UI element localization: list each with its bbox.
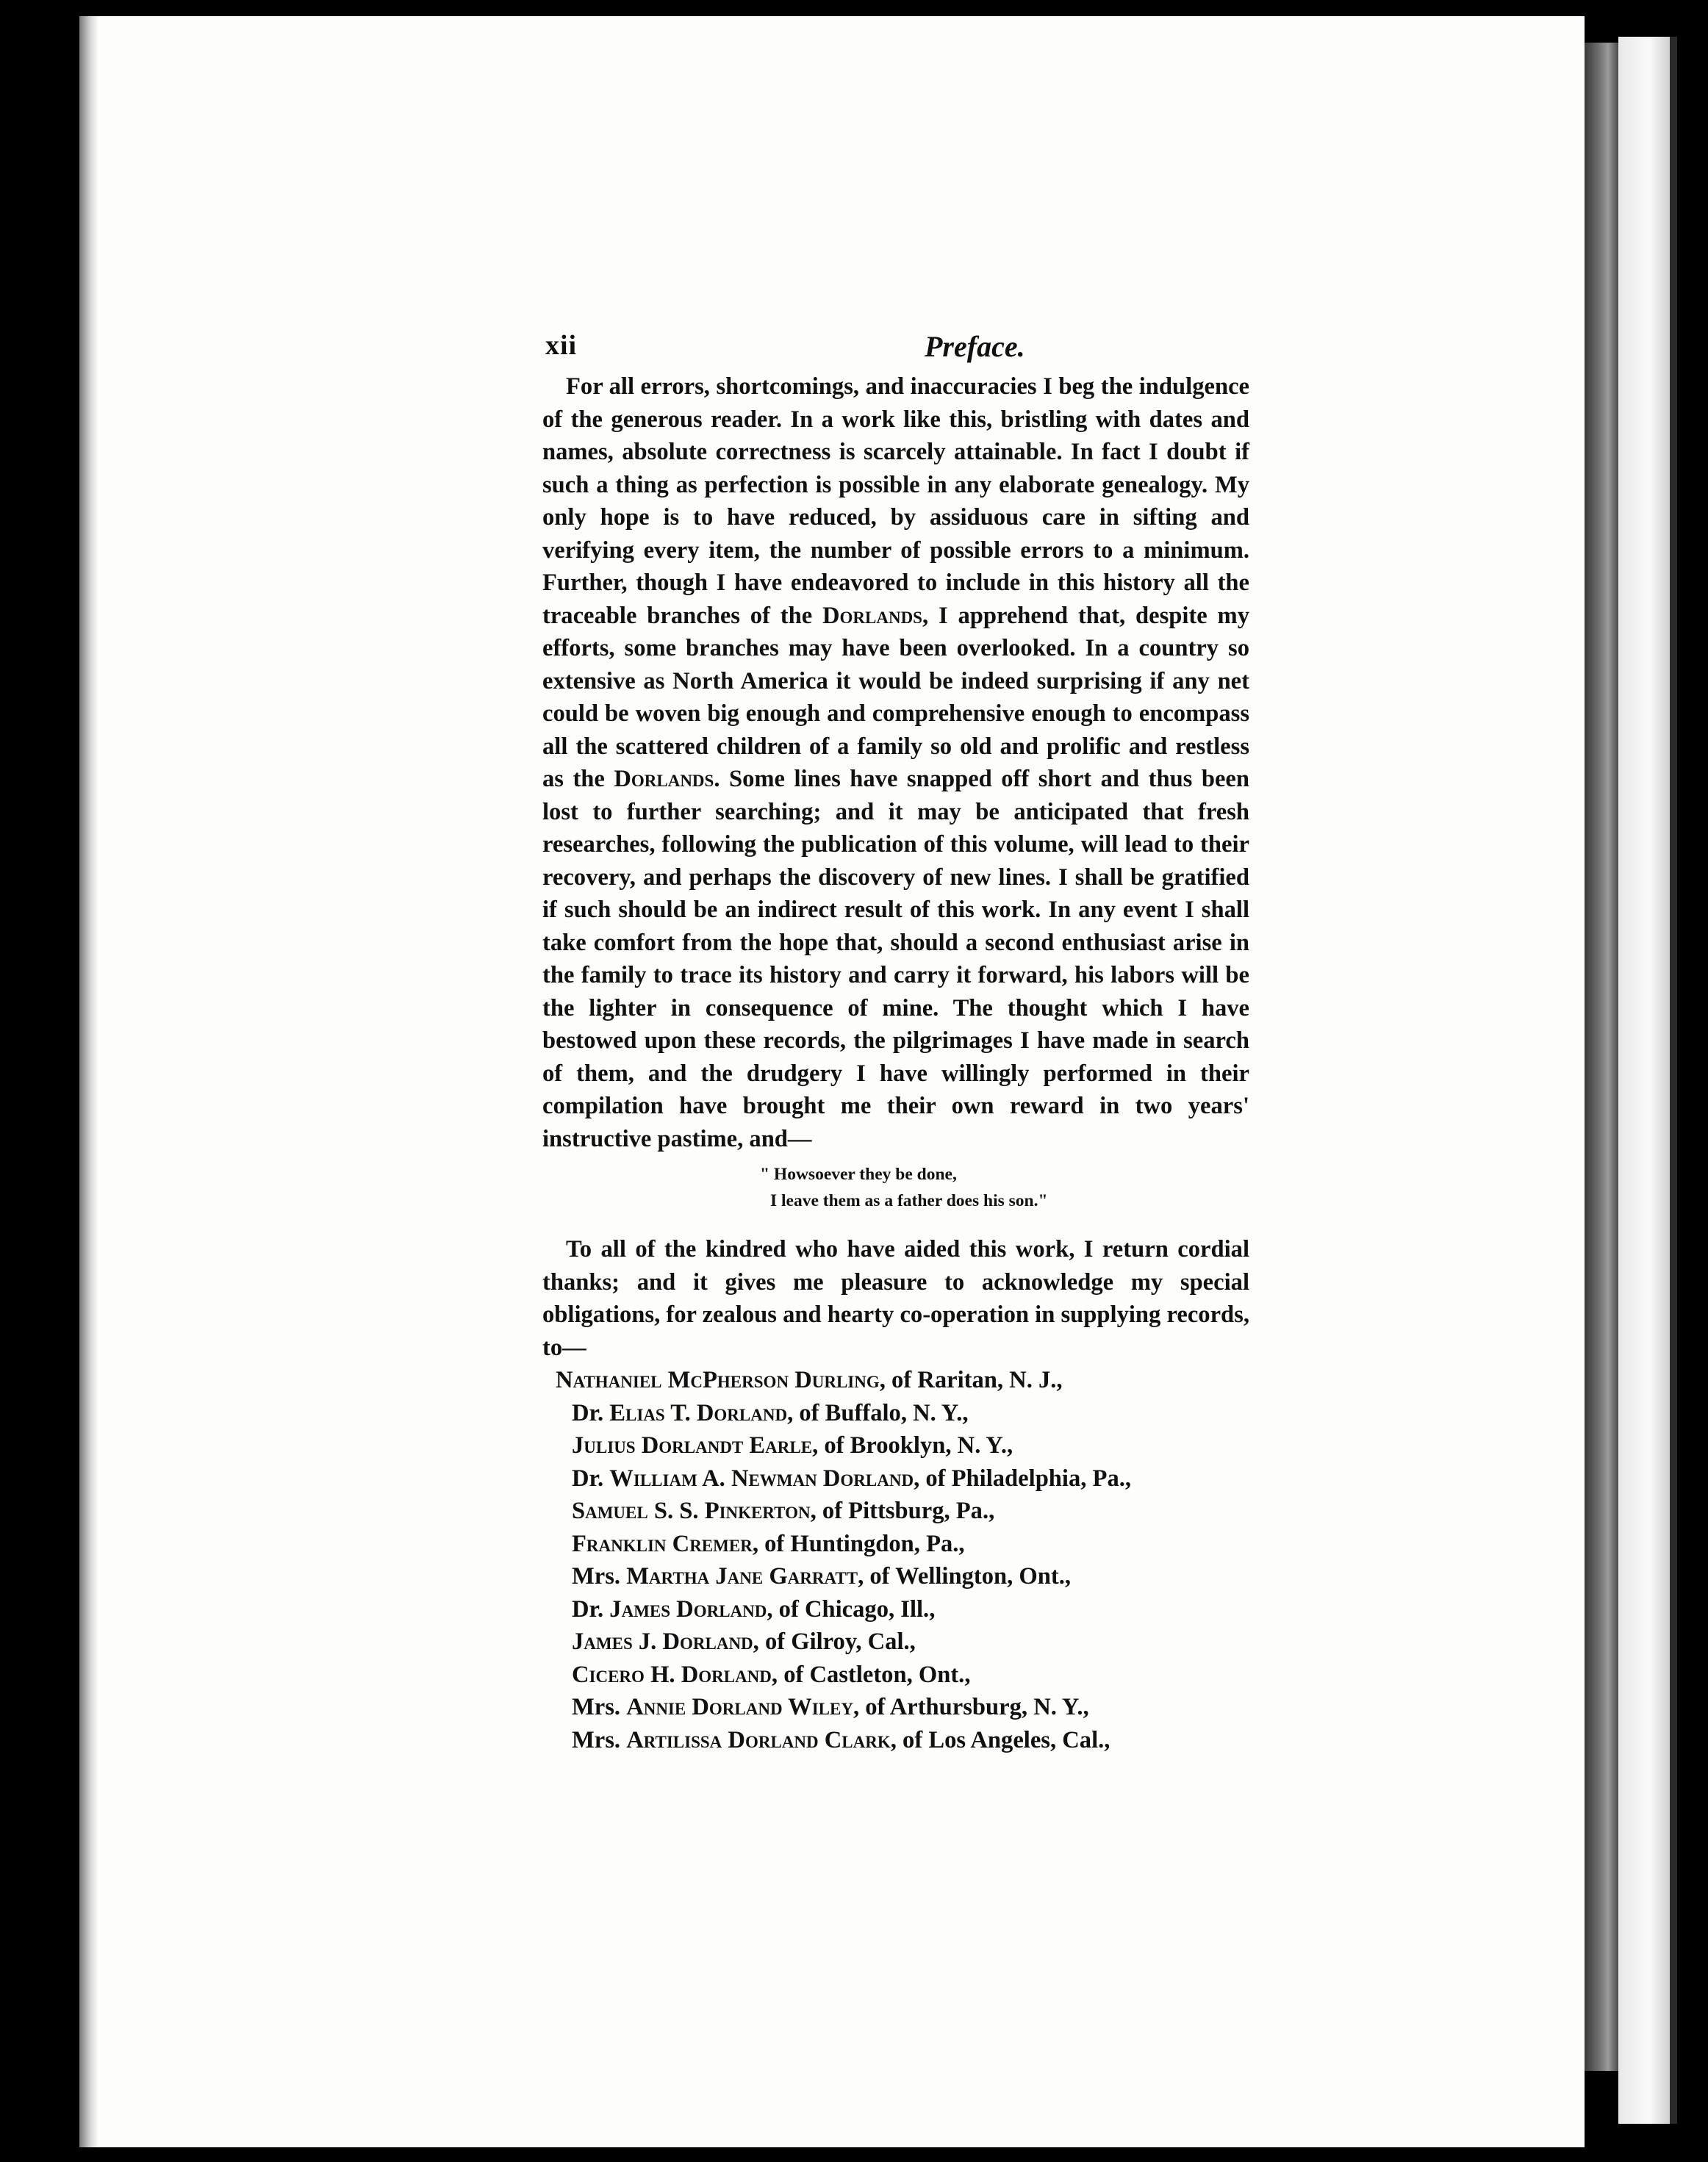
acknowledgment-item: Mrs. Martha Jane Garratt, of Wellington, Ont., xyxy=(572,1563,1072,1590)
contributor-place: , of Arthursburg, N. Y., xyxy=(853,1694,1089,1720)
paragraph-text: . Some lines have snapped off short and thus been lost to further searching; and it may be anticipated that fresh researches, following the publication of this volume, will lead to their recovery, and perhaps the discovery of new lines. I shall be gratified if such should be an indirect result of this work. In any event I shall take comfort from the hope that, should a second enthusiast arise in the family to trace its history and carry it forward, his labors will be the lighter in consequence of mine. The thought which I have bestowed upon these records, the pilgrimages I have made in search of them, and the drudgery I have willingly performed in their compilation have brought me their own reward in two years' instructive pastime, and— xyxy=(542,766,1249,1152)
contributor-place: , of Chicago, Ill., xyxy=(767,1595,936,1623)
acknowledgment-item: Mrs. Artilissa Dorland Clark, of Los Angeles, Cal., xyxy=(572,1726,1110,1753)
acknowledgment-item xyxy=(542,1364,1249,1397)
paragraph-text: For all errors, shortcomings, and inaccuracies I beg the indulgence of the generous reader. In a work like this, bristling with dates and names, absolute correctness is scarcely attainable. In fact I doubt if such a thing as perfection is possible in any elaborate genealogy. My only hope is to have reduced, by assiduous care in sifting and verifying every item, the number of possible errors to a minimum. Further, though I have endeavored to include in this history all the traceable branches of the xyxy=(542,373,1249,629)
facing-page-border xyxy=(1670,37,1677,2124)
contributor-place: , of Wellington, Ont., xyxy=(858,1563,1072,1590)
family-name: Dorlands xyxy=(822,602,922,629)
book-spine-shadow xyxy=(1585,43,1618,2071)
acknowledgment-item: Dr. Elias T. Dorland, of Buffalo, N. Y., xyxy=(572,1399,969,1426)
facing-page-edge xyxy=(1618,37,1670,2124)
acknowledgment-item xyxy=(542,1626,1249,1659)
contributor-place: , of Raritan, N. J., xyxy=(879,1367,1063,1393)
contributor-name: Martha Jane Garratt xyxy=(626,1563,858,1590)
acknowledgment-list xyxy=(542,1364,1249,1756)
acknowledgment-item: Mrs. Annie Dorland Wiley, of Arthursburg, N. Y., xyxy=(572,1694,1089,1720)
contributor-place: , of Brooklyn, N. Y., xyxy=(812,1432,1013,1459)
acknowledgment-item xyxy=(542,1659,1249,1692)
preface-paragraph-thanks: To all of the kindred who have aided this work, I return cordial thanks; and it gives me pleasure to acknowledge my special obligations, for zealous and hearty co-operation in supplying records, to— xyxy=(542,1236,1249,1361)
page-number: xii xyxy=(545,330,578,361)
contributor-name: Annie Dorland Wiley xyxy=(626,1694,853,1720)
contributor-name: Franklin Cremer xyxy=(572,1530,753,1557)
contributor-name: James J. Dorland xyxy=(572,1628,753,1655)
page-content xyxy=(542,329,1249,1756)
acknowledgment-item xyxy=(542,1495,1249,1528)
contributor-place: , of Buffalo, N. Y., xyxy=(787,1399,969,1426)
contributor-name: William A. Newman Dorland xyxy=(609,1465,914,1492)
contributor-name: Nathaniel McPherson Durling xyxy=(556,1367,880,1393)
family-name: Dorlands xyxy=(614,766,714,792)
contributor-place: , of Huntingdon, Pa., xyxy=(752,1530,965,1557)
acknowledgment-item: Dr. James Dorland, of Chicago, Ill., xyxy=(572,1595,936,1623)
contributor-place: , of Los Angeles, Cal., xyxy=(890,1726,1110,1753)
contributor-place: , of Castleton, Ont., xyxy=(771,1661,971,1688)
contributor-name: James Dorland xyxy=(609,1595,767,1623)
contributor-place: , of Pittsburg, Pa., xyxy=(810,1498,995,1524)
acknowledgment-item: Dr. William A. Newman Dorland, of Philadelphia, Pa., xyxy=(572,1465,1132,1492)
quote-line: " Howsoever they be done, xyxy=(760,1165,957,1184)
contributor-name: Julius Dorlandt Earle xyxy=(572,1432,813,1459)
contributor-place: , of Philadelphia, Pa., xyxy=(914,1465,1132,1492)
contributor-place: , of Gilroy, Cal., xyxy=(753,1628,916,1655)
verse-quote xyxy=(542,1161,1249,1214)
quote-line: I leave them as a father does his son." xyxy=(770,1191,1048,1210)
contributor-name: Cicero H. Dorland xyxy=(572,1661,772,1688)
running-title: Preface. xyxy=(925,330,1025,363)
acknowledgment-item xyxy=(542,1528,1249,1561)
contributor-name: Elias T. Dorland xyxy=(609,1399,788,1426)
acknowledgment-item xyxy=(542,1429,1249,1462)
page-edge-shadow xyxy=(79,16,98,2147)
page-header xyxy=(542,329,1249,370)
contributor-name: Samuel S. S. Pinkerton xyxy=(572,1498,811,1524)
paragraph-text: , I apprehend that, despite my efforts, some branches may have been overlooked. In a country so extensive as North America it would be indeed surprising if any net could be woven big enough and comprehensive enough to encompass all the scattered children of a family so old and prolific and restless as the xyxy=(542,602,1249,792)
preface-paragraph-errors xyxy=(542,370,1249,1155)
contributor-name: Artilissa Dorland Clark xyxy=(626,1726,891,1753)
